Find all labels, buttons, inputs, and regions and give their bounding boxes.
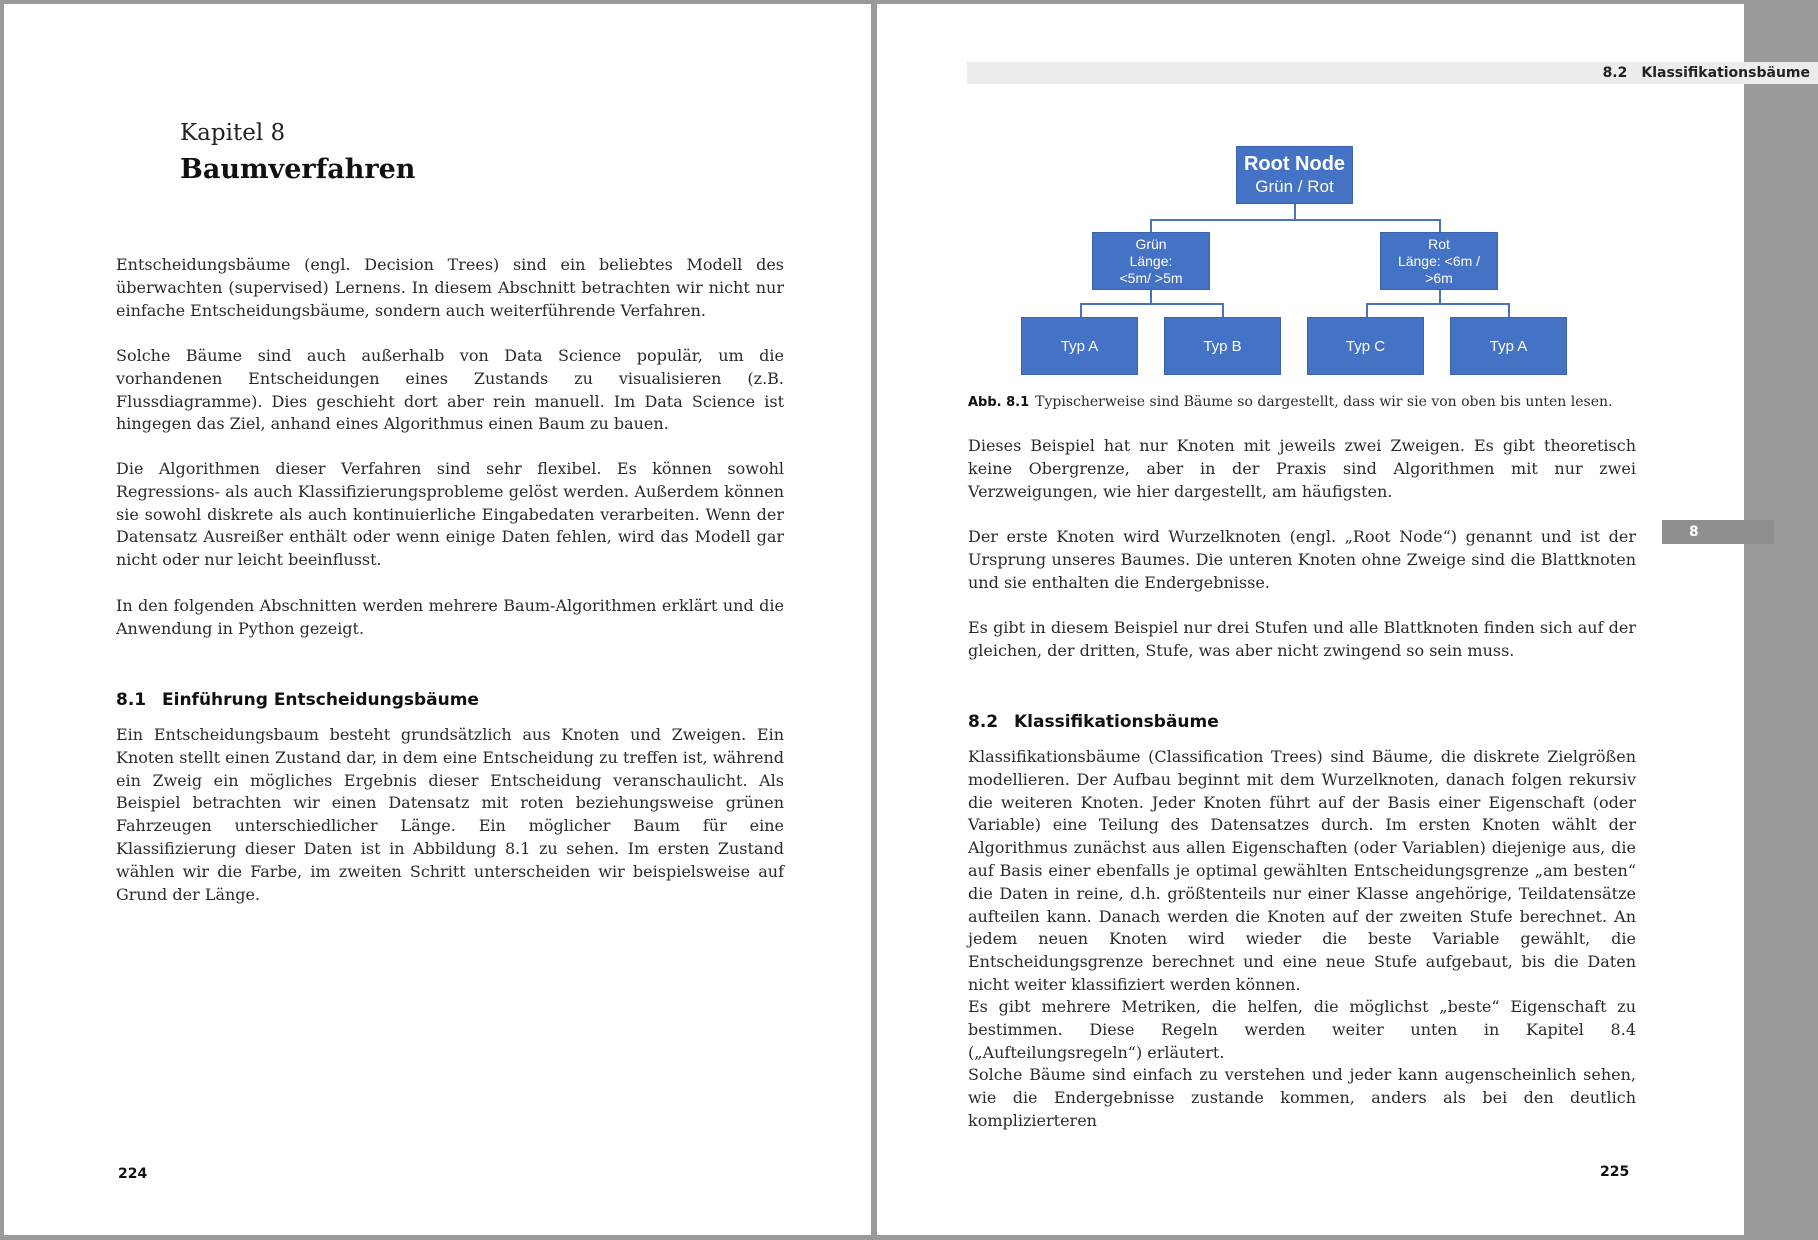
left-node-line1: Grün bbox=[1135, 235, 1167, 252]
header-section-number: 8.2 bbox=[1602, 65, 1628, 81]
chapter-label: Kapitel 8 bbox=[180, 120, 286, 146]
page-number-left: 224 bbox=[118, 1166, 148, 1182]
intro-paragraph-3: Die Algorithmen dieser Verfahren sind sehr flexibel. Es können sowohl Regressions- als auch Klassifizierungsprobleme gelöst werden. Außerdem können sie sowohl diskrete als auch kontinuierliche Eingabedaten verarbeiten. Wenn der Datensatz Ausreißer enthält oder wenn einige Daten fehlen, wird das Modell gar nicht oder nur leicht beeinflusst. bbox=[116, 459, 784, 570]
left-page bbox=[4, 4, 871, 1235]
root-node bbox=[1236, 146, 1353, 204]
section-title: Einführung Entscheidungsbäume bbox=[162, 690, 479, 710]
edge-to-leaf-3 bbox=[1366, 303, 1368, 318]
right-node-line3: >6m bbox=[1425, 269, 1453, 286]
leaf-node: Typ A bbox=[1021, 317, 1138, 375]
header-section-title: Klassifikationsbäume bbox=[1641, 65, 1810, 81]
edge-right-bar bbox=[1366, 303, 1510, 305]
caption-text: Typischerweise sind Bäume so dargestellt, dass wir sie von oben bis unten lesen. bbox=[1035, 394, 1613, 410]
edge-to-left-node bbox=[1150, 219, 1152, 232]
edge-right-down bbox=[1439, 290, 1441, 304]
edge-left-bar bbox=[1080, 303, 1224, 305]
leaf-node: Typ A bbox=[1450, 317, 1567, 375]
right-decision-node bbox=[1380, 232, 1498, 290]
section-8-2-paragraph-1: Klassifikationsbäume (Classification Trees) sind Bäume, die diskrete Zielgrößen modellieren. Der Aufbau beginnt mit dem Wurzelknoten, danach folgen rekursiv die weiteren Knoten. Jeder Knoten führt auf der Basis einer Eigenschaft (oder Variable) eine Teilung des Datensatzes durch. Im ersten Knoten wählt der Algorithmus zunächst aus allen Eigenschaften (oder Variablen) diejenige aus, die auf Basis einer ebenfalls je optimal gewählten Entscheidungsgrenze „am besten“ die Daten in reine, d.h. größtenteils nur einer Klasse angehörige, Teildatensätze aufteilen kann. Danach werden die Knoten auf der zweiten Stufe berechnet. An jedem neuen Knoten wird wieder die beste Variable gewählt, die Entscheidungsgrenze berechnet und eine neue Stufe aufgebaut, bis die Daten nicht weiter klassifiziert werden können. bbox=[968, 747, 1636, 994]
intro-paragraph-2: Solche Bäume sind auch außerhalb von Data Science populär, um die vorhandenen Entscheidungen eines Zustands zu visualisieren (z.B. Flussdiagramme). Dies geschieht dort aber rein manuell. Im Data Science ist hingegen das Ziel, anhand eines Algorithmus einen Baum zu bauen. bbox=[116, 346, 784, 434]
intro-paragraph-4: In den folgenden Abschnitten werden mehrere Baum-Algorithmen erklärt und die Anwendung in Python gezeigt. bbox=[116, 596, 784, 638]
running-header bbox=[967, 62, 1818, 84]
leaf-node: Typ B bbox=[1164, 317, 1281, 375]
section-number: 8.2 bbox=[968, 712, 999, 732]
section-heading-8-2 bbox=[968, 712, 1219, 732]
figure-caption bbox=[968, 394, 1612, 410]
section-title: Klassifikationsbäume bbox=[1014, 712, 1219, 732]
leaf-node: Typ C bbox=[1307, 317, 1424, 375]
page-number-right: 225 bbox=[1600, 1164, 1630, 1180]
section-8-1-paragraph: Ein Entscheidungsbaum besteht grundsätzlich aus Knoten und Zweigen. Ein Knoten stellt einen Zustand dar, in dem eine Entscheidung zu treffen ist, während ein Zweig ein mögliches Ergebnis dieser Entscheidung veranschaulicht. Als Beispiel betrachten wir einen Datensatz mit roten beziehungsweise grünen Fahrzeugen unterschiedlicher Länge. Ein möglicher Baum für eine Klassifizierung dieser Daten ist in Abbildung 8.1 zu sehen. Im ersten Zustand wählen wir die Farbe, im zweiten Schritt unterscheiden wir beispielsweise auf Grund der Länge. bbox=[116, 725, 784, 904]
edge-to-leaf-4 bbox=[1508, 303, 1510, 318]
section-heading-8-1 bbox=[116, 690, 479, 710]
caption-label: Abb. 8.1 bbox=[968, 395, 1030, 410]
edge-level1-bar bbox=[1150, 219, 1441, 221]
root-node-title: Root Node bbox=[1243, 153, 1346, 175]
edge-root-down bbox=[1294, 204, 1296, 220]
root-node-subtitle: Grün / Rot bbox=[1255, 177, 1334, 196]
left-node-line2: Länge: bbox=[1129, 252, 1173, 269]
section-8-2-paragraph-3: Solche Bäume sind einfach zu verstehen und jeder kann augenscheinlich sehen, wie die Endergebnisse zustande kommen, anders als bei den deutlich komplizierteren bbox=[968, 1065, 1636, 1130]
right-paragraph-2: Der erste Knoten wird Wurzelknoten (engl. „Root Node“) genannt und ist der Ursprung unseres Baumes. Die unteren Knoten ohne Zweige sind die Blattknoten und sie enthalten die Endergebnisse. bbox=[968, 527, 1636, 592]
edge-to-right-node bbox=[1439, 219, 1441, 232]
edge-to-leaf-1 bbox=[1080, 303, 1082, 318]
chapter-thumb-tab: 8 bbox=[1662, 520, 1774, 544]
edge-left-down bbox=[1150, 290, 1152, 304]
section-8-2-paragraph-2: Es gibt mehrere Metriken, die helfen, die möglichst „beste“ Eigenschaft zu bestimmen. Diese Regeln werden weiter unten in Kapitel 8.4 („Aufteilungsregeln“) erläutert. bbox=[968, 997, 1636, 1062]
left-node-line3: <5m/ >5m bbox=[1119, 269, 1183, 286]
left-decision-node bbox=[1092, 232, 1210, 290]
chapter-title: Baumverfahren bbox=[180, 154, 416, 185]
right-node-line1: Rot bbox=[1428, 235, 1450, 252]
right-paragraph-1: Dieses Beispiel hat nur Knoten mit jeweils zwei Zweigen. Es gibt theoretisch keine Obergrenze, aber in der Praxis sind Algorithmen mit nur zwei Verzweigungen, wie hier dargestellt, am häufigsten. bbox=[968, 436, 1636, 501]
right-node-line2: Länge: <6m / bbox=[1397, 252, 1481, 269]
right-page bbox=[877, 4, 1810, 1235]
right-paragraph-3: Es gibt in diesem Beispiel nur drei Stufen und alle Blattknoten finden sich auf der gleichen, der dritten, Stufe, was aber nicht zwingend so sein muss. bbox=[968, 618, 1636, 660]
edge-to-leaf-2 bbox=[1222, 303, 1224, 318]
section-number: 8.1 bbox=[116, 690, 147, 710]
intro-paragraph-1: Entscheidungsbäume (engl. Decision Trees) sind ein beliebtes Modell des überwachten (supervised) Lernens. In diesem Abschnitt betrachten wir nicht nur einfache Entscheidungsbäume, sondern auch weiterführende Verfahren. bbox=[116, 255, 784, 320]
